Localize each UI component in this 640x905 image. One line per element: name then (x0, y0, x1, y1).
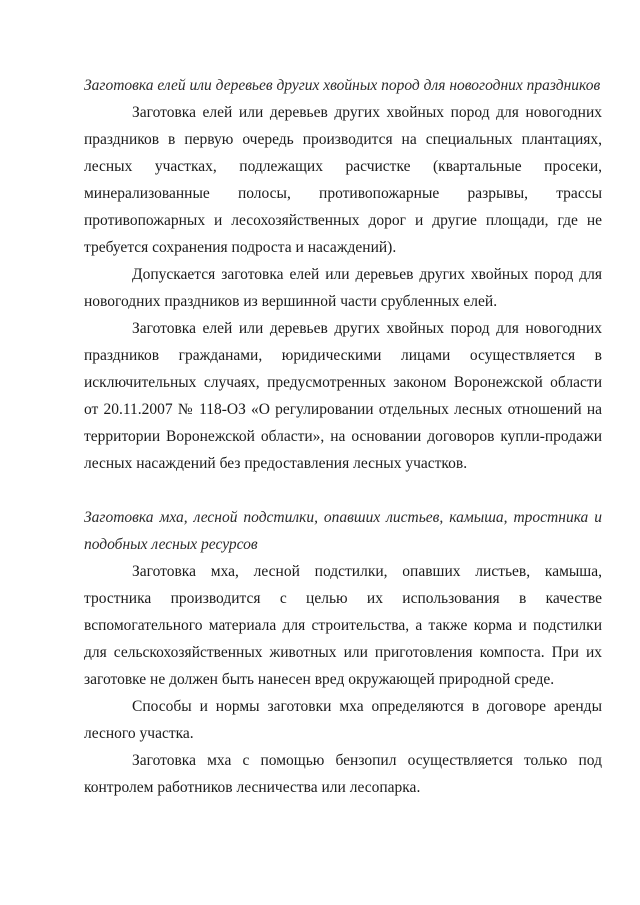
paragraph: Заготовка елей или деревьев других хвойных пород для новогодних праздников в первую очередь производится на специальных плантациях, лесных участках, подлежащих расчистке (квартальные просеки, минерализованные полосы, противопожарные разрывы, трассы противопожарных и лесохозяйственных дорог и другие площади, где не требуется сохранения подроста и насаждений). (84, 104, 602, 256)
paragraph: Заготовка елей или деревьев других хвойных пород для новогодних праздников гражданами, юридическими лицами осуществляется в исключительных случаях, предусмотренных законом Воронежской области от 20.11.2007 № 118-ОЗ «О регулировании отдельных лесных отношений на территории Воронежской области», на основании договоров купли-продажи лесных насаждений без предоставления лесных участков. (84, 320, 602, 472)
section-heading: Заготовка елей или деревьев других хвойных пород для новогодних праздников (84, 77, 601, 94)
section-gap (84, 477, 602, 504)
paragraph: Заготовка мха, лесной подстилки, опавших листьев, камыша, тростника производится с целью их использования в качестве вспомогательного материала для строительства, а также корма и подстилки для сельскохозяйственных животных или приготовления компоста. При их заготовке не должен быть нанесен вред окружающей природной среде. (84, 563, 602, 688)
section-christmas-trees (84, 72, 602, 477)
section-moss-litter (84, 504, 602, 801)
paragraph: Способы и нормы заготовки мха определяются в договоре аренды лесного участка. (84, 698, 602, 742)
paragraph: Заготовка мха с помощью бензопил осуществляется только под контролем работников лесничества или лесопарка. (84, 752, 602, 796)
section-heading: Заготовка мха, лесной подстилки, опавших листьев, камыша, тростника и подобных лесных ресурсов (84, 509, 602, 553)
paragraph: Допускается заготовка елей или деревьев других хвойных пород для новогодних праздников из вершинной части срубленных елей. (84, 266, 602, 310)
